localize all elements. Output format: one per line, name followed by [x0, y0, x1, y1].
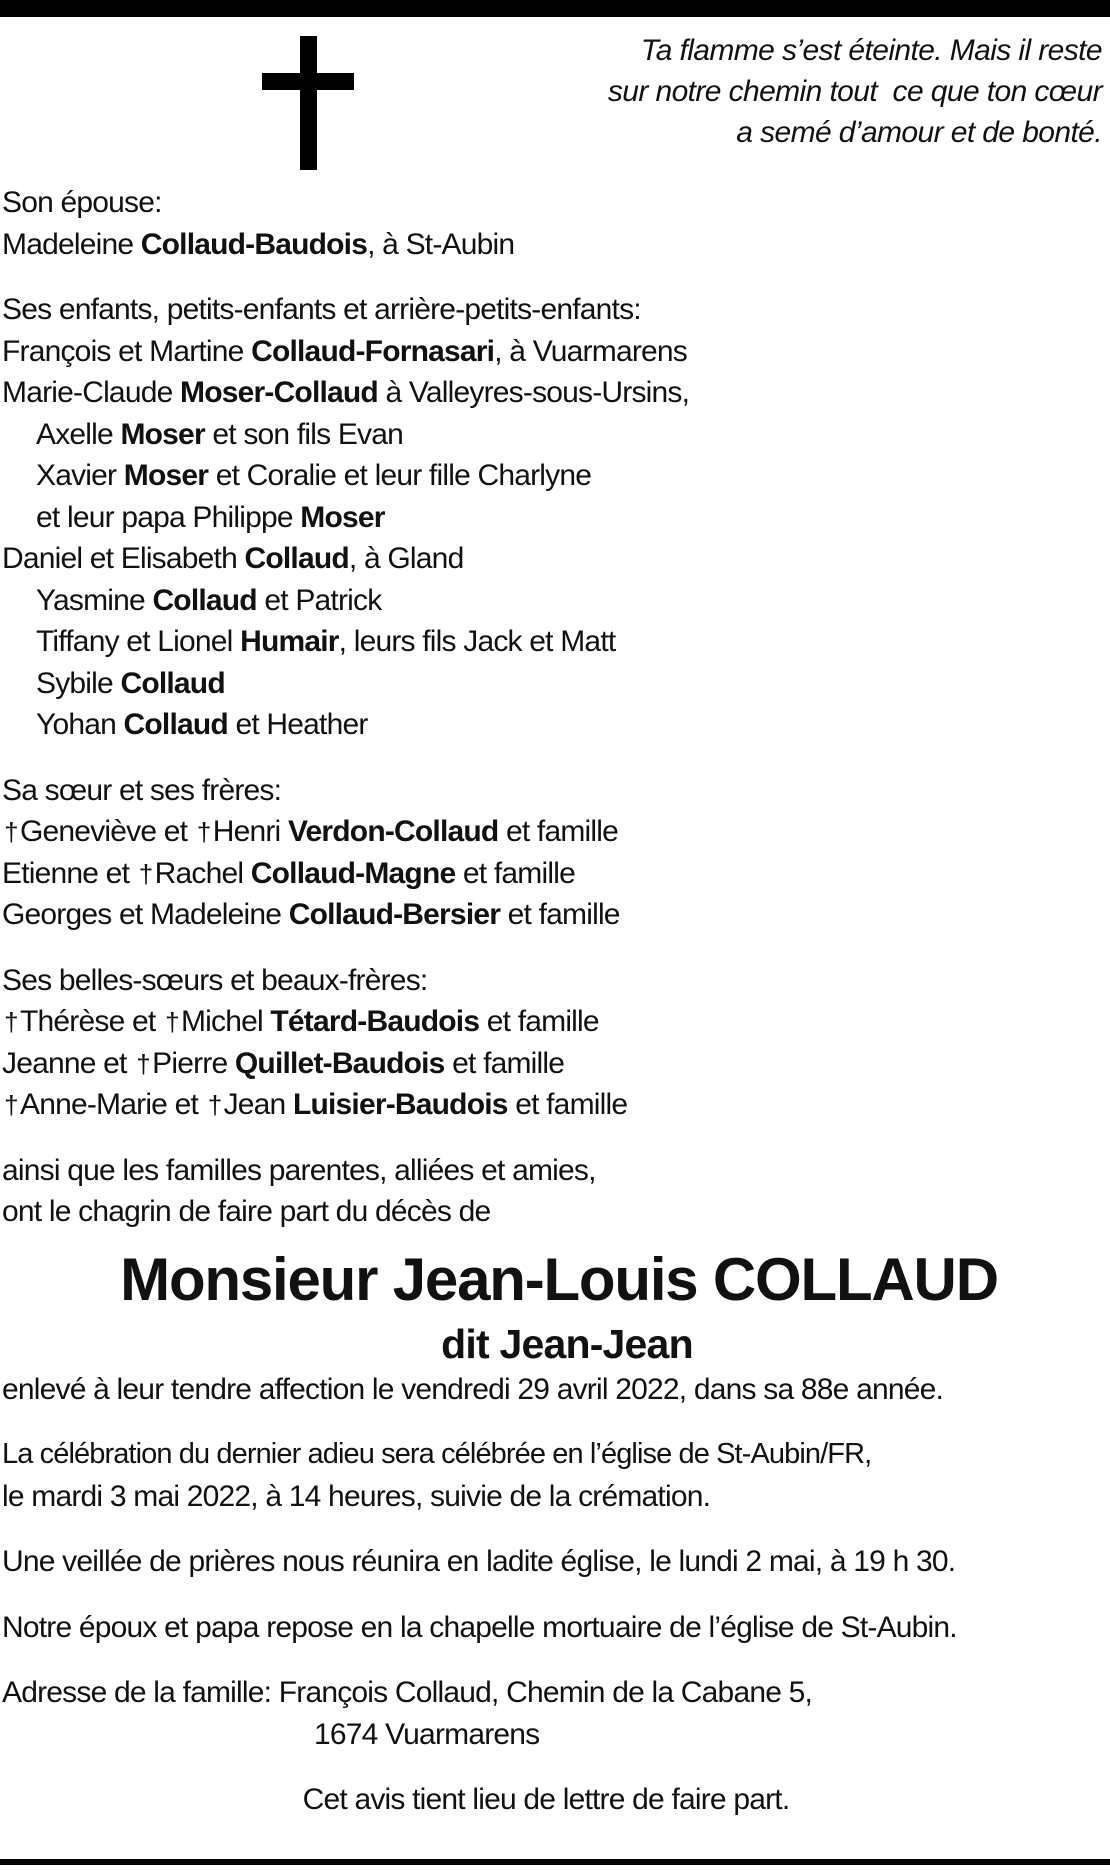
given-names: Axelle	[36, 417, 121, 451]
deceased-name-block	[2, 1241, 1108, 1369]
notice-body	[2, 182, 1108, 1821]
suffix-text: et famille	[498, 815, 619, 848]
suffix-text: et famille	[500, 898, 620, 931]
family-name: Humair	[240, 625, 339, 658]
intro-line: ainsi que les familles parentes, alliées et amies,	[2, 1153, 596, 1187]
family-name: Luisier-Baudois	[292, 1088, 508, 1121]
family-line	[2, 580, 1108, 622]
location-text: , à St-Aubin	[367, 227, 515, 261]
suffix-text: à Valleyres-sous-Ursins,	[377, 376, 690, 409]
family-name: Moser	[120, 417, 205, 451]
dagger-icon: †	[165, 1007, 179, 1037]
given-names: Georges et Madeleine	[2, 898, 289, 931]
given-names: Etienne et	[2, 856, 137, 890]
family-name: Verdon-Collaud	[287, 815, 499, 848]
family-address-line: Adresse de la famille: François Collaud, Chemin de la Cabane 5,	[2, 1676, 813, 1709]
family-line	[2, 372, 1108, 414]
family-line	[2, 621, 1108, 663]
given-names: Rachel	[154, 856, 251, 890]
given-names: Michel	[180, 1005, 271, 1038]
family-name: Collaud-Baudois	[140, 227, 368, 261]
cross-icon	[262, 36, 354, 170]
vigil-details: Une veillée de prières nous réunira en ladite église, le lundi 2 mai, à 19 h 30.	[2, 1545, 956, 1578]
resting-place-details: Notre époux et papa repose en la chapelle mortuaire de l’église de St-Aubin.	[2, 1610, 957, 1644]
suffix-text: , à Vuarmarens	[494, 334, 687, 368]
suffix-text: et famille	[455, 856, 575, 890]
top-border-rule	[0, 0, 1110, 17]
family-name: Moser	[123, 459, 209, 492]
given-names: Henri	[212, 815, 288, 848]
death-details: enlevé à leur tendre affection le vendredi 29 avril 2022, dans sa 88e année.	[2, 1372, 944, 1406]
suffix-text: , à Gland	[348, 542, 464, 575]
family-name: Collaud	[152, 583, 257, 617]
family-name: Moser-Collaud	[180, 376, 378, 409]
siblings-heading: Sa sœur et ses frères:	[2, 773, 282, 807]
family-line	[2, 414, 1108, 456]
given-names: François et Martine	[2, 334, 252, 368]
family-name: Quillet-Baudois	[234, 1046, 445, 1080]
ceremony-line: La célébration du dernier adieu sera célébrée en l’église de St-Aubin/FR,	[2, 1438, 872, 1470]
family-line	[2, 1043, 1108, 1085]
dagger-icon: †	[4, 1090, 18, 1120]
given-names: Xavier	[36, 459, 124, 492]
family-line	[2, 538, 1108, 580]
family-line	[2, 811, 1108, 853]
suffix-text: et famille	[479, 1005, 599, 1038]
family-line	[2, 894, 1108, 936]
family-name: Collaud	[120, 666, 225, 700]
suffix-text: et Patrick	[256, 583, 382, 617]
children-heading: Ses enfants, petits-enfants et arrière-petits-enfants:	[2, 293, 641, 326]
given-names: et leur papa Philippe	[36, 500, 301, 534]
family-line	[2, 704, 1108, 746]
given-names: Jean	[223, 1088, 293, 1121]
given-names: Sybile	[36, 666, 121, 700]
family-name: Collaud	[244, 542, 349, 575]
spouse-line	[2, 224, 1108, 266]
family-name: Collaud-Bersier	[288, 898, 501, 931]
dagger-icon: †	[4, 1007, 18, 1037]
bottom-border-rule	[0, 1859, 1110, 1865]
inlaws-heading: Ses belles-sœurs et beaux-frères:	[2, 963, 428, 997]
spouse-heading: Son épouse:	[2, 186, 162, 219]
given-names: Yasmine	[36, 583, 153, 617]
family-name: Collaud	[123, 708, 228, 741]
given-names: Marie-Claude	[2, 376, 181, 409]
dagger-icon: †	[136, 1048, 150, 1079]
intro-line: ont le chagrin de faire part du décès de	[2, 1195, 491, 1228]
given-names: Anne-Marie et	[20, 1088, 206, 1121]
given-names: Tiffany et Lionel	[36, 625, 241, 658]
family-name: Tétard-Baudois	[270, 1005, 480, 1038]
family-line	[2, 663, 1108, 705]
dagger-icon: †	[196, 817, 211, 847]
family-line	[2, 331, 1108, 373]
family-line	[2, 455, 1108, 497]
first-name: Madeleine	[2, 227, 141, 261]
suffix-text: et son fils Evan	[204, 417, 404, 451]
dagger-icon: †	[4, 817, 18, 847]
deceased-name: Monsieur Jean-Louis COLLAUD	[120, 1245, 998, 1313]
given-names: Thérèse et	[20, 1005, 163, 1038]
dagger-icon: †	[207, 1090, 222, 1120]
quote-line: a semé d’amour et de bonté.	[736, 116, 1102, 149]
family-name: Moser	[300, 500, 385, 534]
given-names: Yohan	[36, 708, 124, 741]
given-names: Pierre	[152, 1046, 235, 1080]
suffix-text: et Coralie et leur fille Charlyne	[208, 459, 592, 492]
quote-line: sur notre chemin tout ce que ton cœur	[607, 75, 1102, 108]
family-name: Collaud-Fornasari	[251, 334, 495, 368]
given-names: Jeanne et	[2, 1046, 135, 1080]
family-line	[2, 1001, 1108, 1043]
family-address-line: 1674 Vuarmarens	[314, 1717, 540, 1751]
suffix-text: et famille	[507, 1088, 628, 1121]
closing-note: Cet avis tient lieu de lettre de faire part.	[302, 1783, 790, 1816]
family-line	[2, 1084, 1108, 1126]
suffix-text: et famille	[444, 1046, 565, 1080]
suffix-text: et Heather	[227, 708, 368, 741]
ceremony-line: le mardi 3 mai 2022, à 14 heures, suivie de la crémation.	[2, 1479, 711, 1513]
family-name: Collaud-Magne	[250, 856, 456, 890]
family-line	[2, 853, 1108, 895]
given-names: Daniel et Elisabeth	[2, 542, 245, 575]
deceased-nickname: dit Jean-Jean	[441, 1320, 693, 1367]
epitaph-quote	[502, 30, 1102, 153]
quote-line: Ta flamme s’est éteinte. Mais il reste	[640, 34, 1102, 67]
given-names: Geneviève et	[20, 815, 195, 848]
family-line	[2, 497, 1108, 539]
dagger-icon: †	[138, 858, 153, 889]
suffix-text: , leurs fils Jack et Matt	[338, 625, 616, 658]
